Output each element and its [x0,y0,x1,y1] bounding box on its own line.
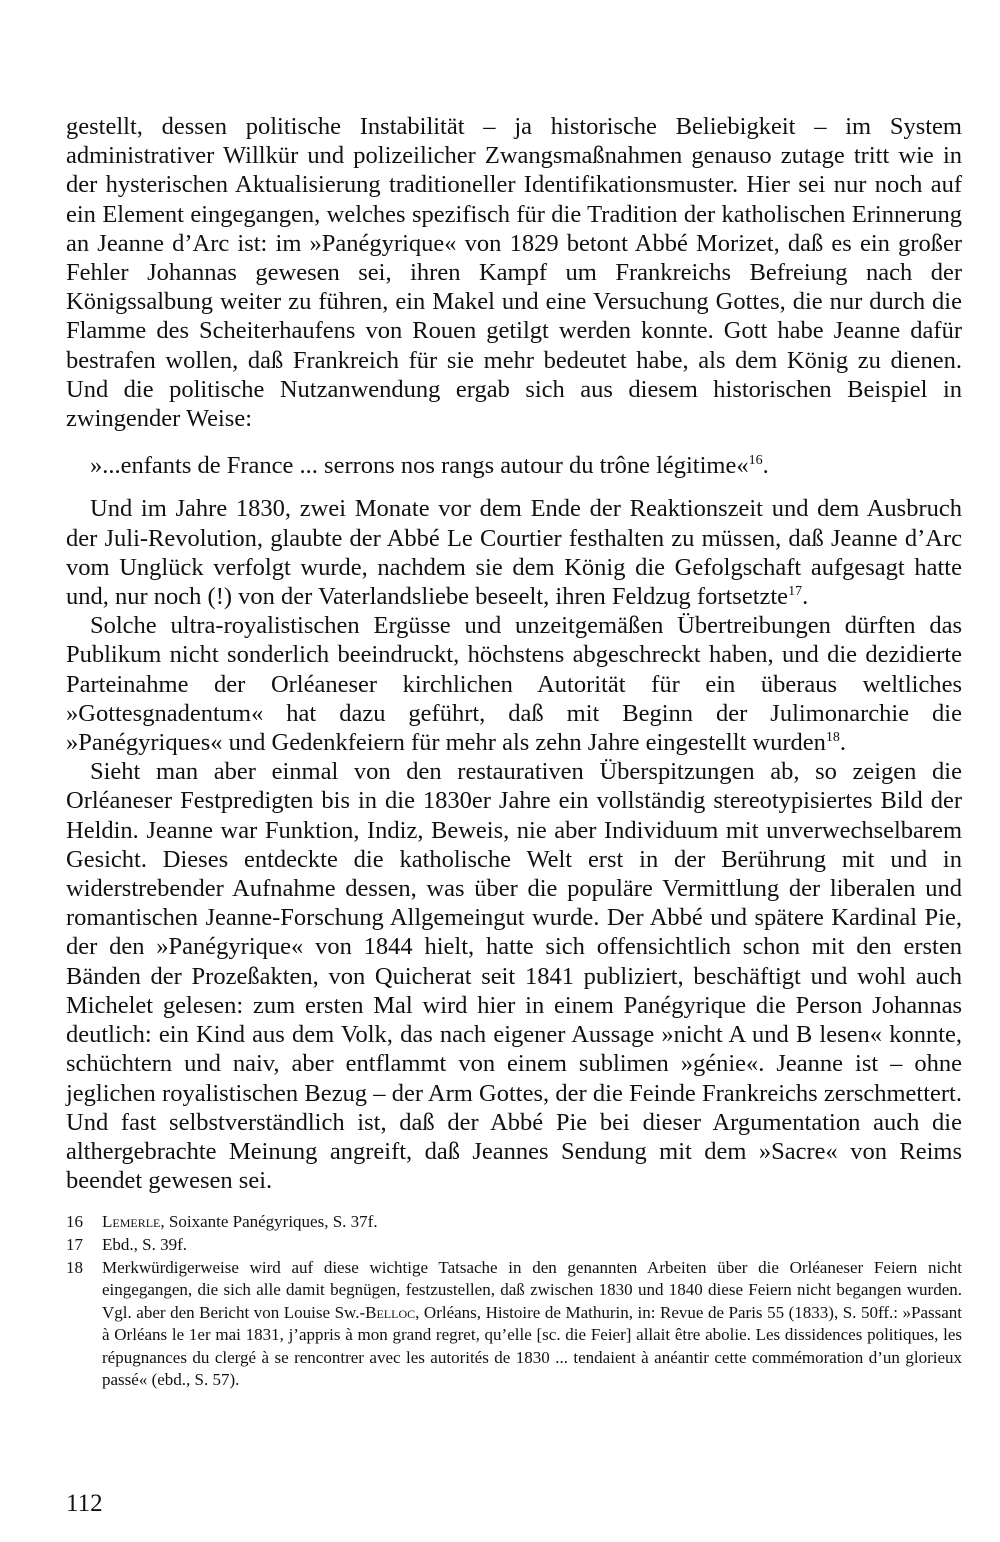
page-content [66,112,962,1392]
footnote-text [102,1211,962,1234]
paragraph-4-text: Sieht man aber einmal von den restaurativen Überspitzungen ab, so zeigen die Orléaneser Festpredigten bis in die 1830er Jahre ein vollständig stereotypisiertes Bild der Heldin. Jeanne war Funktion, Indiz, Beweis, nie aber Individuum mit unverwechselbarem Gesicht. Dieses entdeckte die katholische Welt erst in der Berührung mit und in widerstrebender Aufnahme dessen, was über die populäre Vermittlung der liberalen und romantischen Jeanne-Forschung Allgemeingut wurde. Der Abbé und spätere Kardinal Pie, der den »Panégyrique« von 1844 hielt, hatte sich offensichtlich schon mit den ersten Bänden der Prozeßakten, von Quicherat seit 1841 publiziert, beschäftigt und wohl auch Michelet gelesen: zum ersten Mal wird hier in einem Panégyrique die Person Johannas deutlich: ein Kind aus dem Volk, das nach eigener Aussage »nicht A und B lesen« konnte, schüchtern und naiv, aber entflammt von einem sublimen »génie«. Jeanne ist – ohne jeglichen royalistischen Bezug – der Arm Gottes, der die Feinde Frankreichs zerschmettert. Und fast selbstverständlich ist, daß der Abbé Pie bei dieser Argumentation auch die althergebrachte Meinung angreift, daß Jeannes Sendung mit dem »Sacre« von Reims beendet gewesen sei. [66,758,962,1195]
paragraph-2-text: Und im Jahre 1830, zwei Monate vor dem Ende der Reaktionszeit und dem Ausbruch der Juli-Revolution, glaubte der Abbé Le Courtier festhalten zu müssen, daß Jeanne d’Arc vom Unglück verfolgt wurde, nachdem sie dem König die Gefolgschaft aufgesagt hatte und, nur noch (!) von der Vaterlandsliebe beseelt, ihren Feldzug fortsetzte [66,495,962,611]
paragraph-3-text: Solche ultra-royalistischen Ergüsse und unzeitgemäßen Übertreibungen dürften das Publikum nicht sonderlich beeindruckt, höchstens abgeschreckt haben, und die dezidierte Parteinahme der Orléaneser kirchlichen Autorität für ein überaus weltliches »Gottesgnadentum« hat dazu geführt, daß mit Beginn der Julimonarchie die »Panégyriques« und Gedenkfeiern für mehr als zehn Jahre eingestellt wurden [66,612,962,757]
footnote-ref-17: 17 [788,583,803,599]
paragraph-3-end: . [839,729,847,757]
footnote-body: Ebd., S. 39f. [102,1234,187,1254]
footnote-text [102,1257,962,1393]
paragraph-4 [66,757,962,1195]
quote-end: . [762,452,769,480]
paragraph-1 [66,112,962,433]
quote-text: »...enfants de France ... serrons nos rangs autour du trône légitime« [90,452,749,480]
footnote-ref-18: 18 [825,729,840,745]
footnote-18 [66,1257,962,1393]
page-number: 112 [66,1490,103,1517]
footnote-number: 17 [66,1234,83,1254]
footnote-body: , Soixante Panégyriques, S. 37f. [160,1212,378,1232]
footnote-body-end: , Orléans, Histoire de Mathurin, in: Revue de Paris 55 (1833), S. 50ff.: »Passant à Orléans le 1er mai 1831, j’appris à mon grand regret, qu’elle [sc. die Feier] allait être abolie. Les dissidences politiques, les répugnances du clergé à se rencontrer avec les autorités de 1830 ... tendaient à anéantir cette commémoration d’un glorieux passé« (ebd., S. 57). [102,1302,962,1390]
footnote-body-start: Merkwürdigerweise wird auf diese wichtige Tatsache in den genannten Arbeiten über die Orléaneser Feiern nicht eingegangen, die sich alle damit begnügen, festzustellen, daß zwischen 1830 und 1840 diese Feiern nicht begangen wurden. Vgl. aber den Bericht von Louise Sw.- [102,1257,962,1322]
footnote-ref-16: 16 [748,453,763,469]
paragraph-1-text: gestellt, dessen politische Instabilität – ja historische Beliebigkeit – im System administrativer Willkür und polizeilicher Zwangsmaßnahmen genauso zutage tritt wie in der hysterischen Aktualisierung traditioneller Identifikationsmuster. Hier sei nur noch auf ein Element eingegangen, welches spezifisch für die Tradition der katholischen Erinnerung an Jeanne d’Arc ist: im »Panégyrique« von 1829 betont Abbé Morizet, daß es ein großer Fehler Johannas gewesen sei, ihren Kampf um Frankreichs Befreiung nach der Königssalbung weiter zu führen, ein Makel und eine Versuchung Gottes, die nur durch die Flamme des Scheiterhaufens von Rouen getilgt werden konnte. Gott habe Jeanne dafür bestrafen wollen, daß Frankreich für sie mehr bedeutet habe, als dem König zu dienen. Und die politische Nutzanwendung ergab sich aus diesem historischen Beispiel in zwingender Weise: [66,113,962,433]
footnote-17 [66,1234,962,1257]
footnote-author: Belloc [365,1302,416,1322]
footnote-author: Lemerle [102,1212,161,1232]
body-text [66,112,962,1195]
block-quote [90,451,962,480]
paragraph-2-end: . [802,583,809,611]
footnote-number: 18 [66,1257,83,1277]
paragraph-2 [66,494,962,611]
paragraph-3 [66,611,962,757]
footnote-number: 16 [66,1212,83,1232]
footnote-16 [66,1211,962,1234]
footnotes [66,1211,962,1392]
